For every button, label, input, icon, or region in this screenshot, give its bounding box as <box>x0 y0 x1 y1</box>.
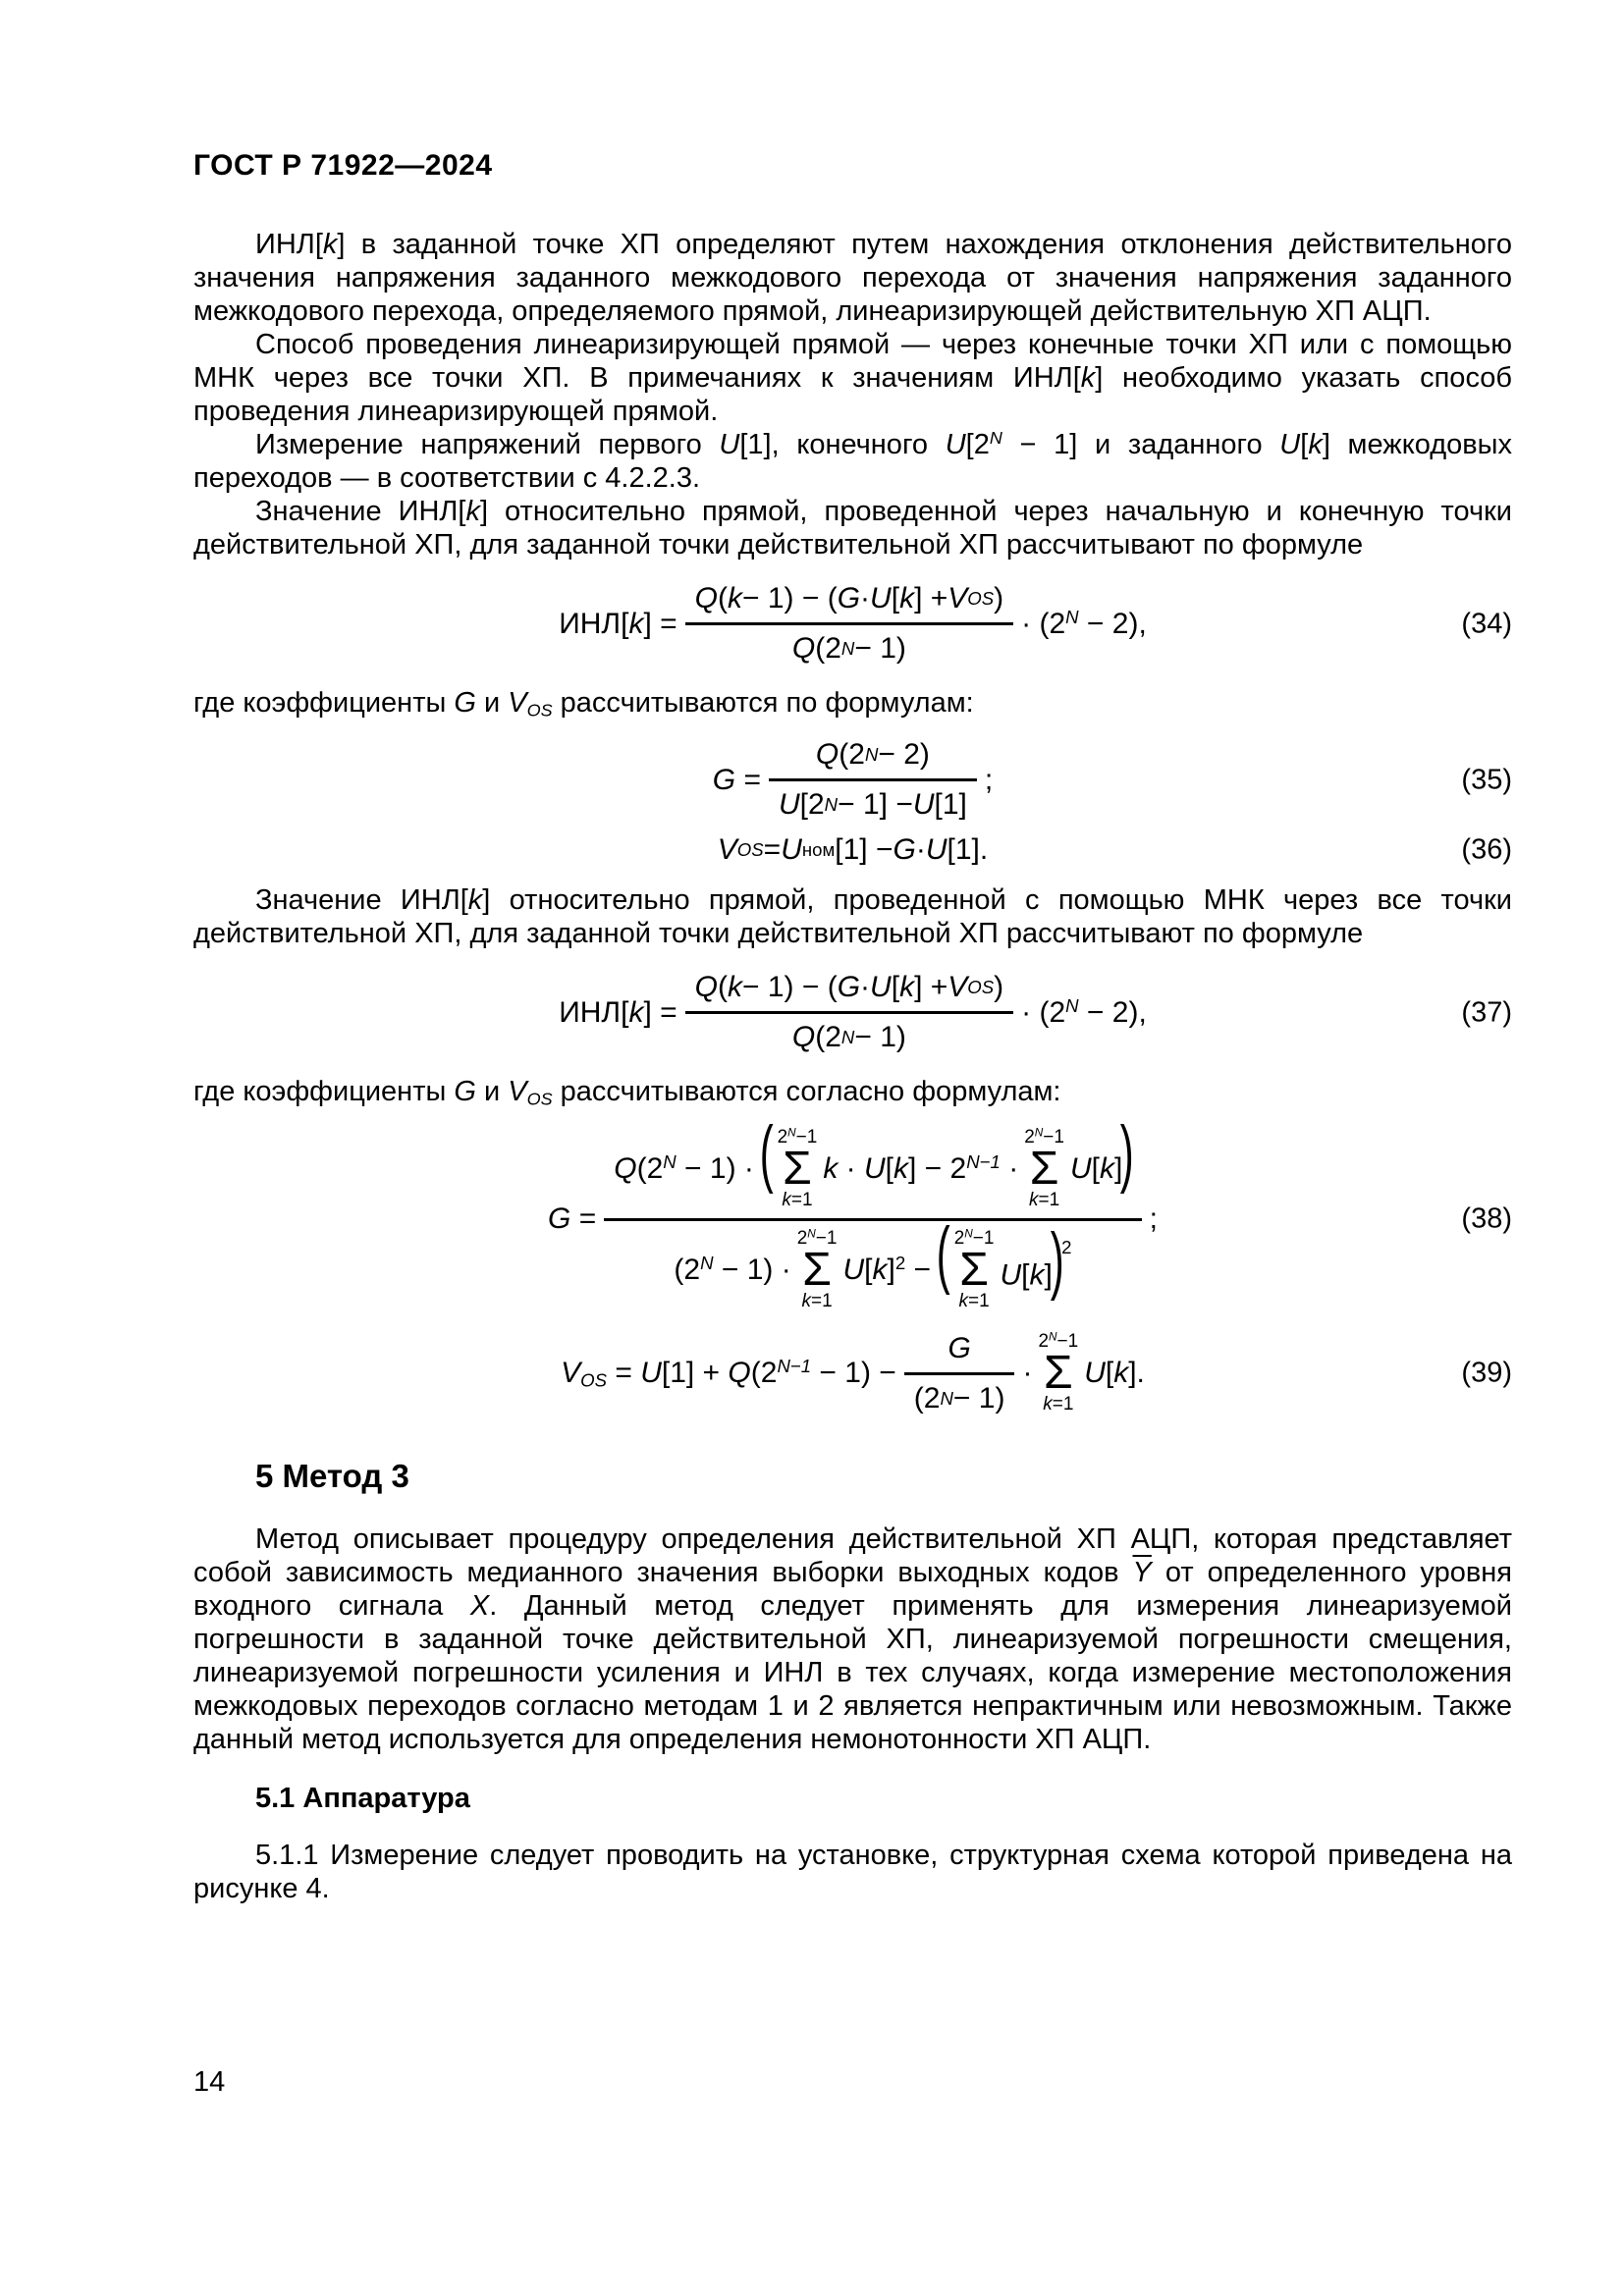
formula-35-number: (35) <box>1461 764 1512 795</box>
sum-lower-limit: k=1 <box>958 1291 990 1311</box>
sigma-icon: Σ <box>1029 1142 1059 1195</box>
fraction <box>685 579 1014 668</box>
formula-35-tail: ; <box>984 763 994 796</box>
fraction <box>769 735 977 825</box>
document-header: ГОСТ Р 71922—2024 <box>193 149 493 182</box>
section-heading-method-3: 5 Метод 3 <box>255 1457 409 1494</box>
denominator: (2 N − 1) <box>904 1372 1015 1418</box>
page-number: 14 <box>193 2066 226 2098</box>
sum-operator <box>797 1228 838 1312</box>
formula-39 <box>193 1329 1512 1418</box>
formula-38-body <box>548 1110 1158 1315</box>
formula-38-tail: ; <box>1149 1202 1158 1236</box>
fraction <box>904 1329 1015 1418</box>
sigma-icon: Σ <box>959 1243 989 1296</box>
numerator-middle: $k \cdot U[k] - 2^{N-1}$ · <box>823 1150 1019 1185</box>
paragraph-inl-definition: ИНЛ[k] в заданной точке ХП определяют путем нахождения отклонения действительного значения напряжения заданного межкодового перехода от значения напряжения заданного межкодового перехода, определяемого прямой, линеаризирующей действительную ХП АЦП. <box>193 229 1512 327</box>
paragraph-voltage-measurement: Измерение напряжений первого U[1], конечного $U[2^N - 1]$ и заданного U[k] межкодовых переходов — в соответствии с 4.2.2.3. <box>193 428 1513 494</box>
formula-39-number: (39) <box>1461 1357 1512 1389</box>
numerator: Q (2 N − 2) <box>815 738 930 771</box>
sum-upper-limit: $2^N-1$ <box>796 1227 838 1249</box>
formula-39-tail: U[k]. <box>1084 1357 1145 1390</box>
formula-38-number: (38) <box>1461 1202 1512 1235</box>
formula-36-body: V OS = U ном [1] − G · U [1]. <box>717 833 989 866</box>
denominator: Q (2 N − 1) <box>685 622 1014 668</box>
numerator-suffix: U[k]) <box>1069 1110 1134 1195</box>
sum-upper-limit: $2^N-1$ <box>1024 1126 1064 1148</box>
formula-37-tail: · $(2^N - 2)$, <box>1021 994 1147 1029</box>
sigma-icon: Σ <box>802 1243 832 1296</box>
paragraph-method-description: Метод описывает процедуру определения действительной ХП АЦП, которая представляет собой зависимость медианного значения выборки выходных кодов $\overline{Y}$ от определенного уровня входного сигнала X. Данный метод следует применять для измерения линеаризуемой погрешности в заданной точке действительной ХП, линеаризуемой погрешности смещения, линеаризуемой погрешности усиления и ИНЛ в тех случаях, когда измерение местоположения межкодовых переходов согласно методам 1 и 2 является непрактичным или невозможным. Также данный метод используется для определения немонотонности ХП АЦП. <box>193 1522 1512 1755</box>
formula-37 <box>193 968 1512 1057</box>
formula-39-lhs: VOS = $U[1] + Q(2^{N-1} - 1)$ − <box>561 1356 896 1391</box>
formula-37-lhs: ИНЛ[k] = <box>559 995 677 1029</box>
formula-34-body <box>559 579 1147 668</box>
page-content <box>193 149 1512 1905</box>
formula-38 <box>193 1110 1512 1315</box>
formula-34 <box>193 579 1512 668</box>
sum-lower-limit: k=1 <box>1043 1394 1074 1415</box>
formula-37-body <box>559 968 1147 1057</box>
numerator-prefix: $Q(2^N - 1)$ · ( <box>614 1110 774 1195</box>
formula-36-number: (36) <box>1461 833 1512 866</box>
paragraph-where-34: где коэффициенты G и VOS рассчитываются по формулам: <box>193 687 974 721</box>
formula-38-lhs: G = <box>548 1202 597 1236</box>
paragraph-5-1-1: 5.1.1 Измерение следует проводить на установке, структурная схема которой приведена на рисунке 4. <box>193 1839 1512 1904</box>
formula-39-body <box>561 1329 1145 1418</box>
sum-upper-limit: $2^N-1$ <box>953 1227 995 1249</box>
subsection-heading-apparatus: 5.1 Аппаратура <box>255 1782 470 1814</box>
sum-operator <box>954 1228 995 1312</box>
numerator <box>604 1110 1141 1218</box>
paragraph-inl-endpoints: Значение ИНЛ[k] относительно прямой, проведенной через начальную и конечную точки действительной ХП, для заданной точки действительной ХП рассчитывают по формуле <box>193 496 1512 561</box>
formula-34-tail: · $(2^N - 2)$, <box>1021 606 1147 640</box>
fraction <box>685 968 1014 1057</box>
denominator: Q (2 N − 1) <box>685 1011 1014 1057</box>
numerator: Q ( k − 1) − ( G · U [ k ] + V OS ) <box>694 582 1004 614</box>
formula-35 <box>193 735 1512 825</box>
sum-operator <box>1038 1331 1078 1415</box>
sum-lower-limit: k=1 <box>1028 1190 1060 1211</box>
sigma-icon: Σ <box>783 1142 812 1195</box>
formula-37-number: (37) <box>1461 996 1512 1028</box>
sigma-icon: Σ <box>1043 1347 1073 1400</box>
paragraph-line-method: Способ проведения линеаризирующей прямой — через конечные точки ХП или с помощью МНК через все точки ХП. В примечаниях к значениям ИНЛ[k] необходимо указать способ проведения линеаризирующей прямой. <box>193 329 1513 427</box>
denominator: U [2 N − 1] − U [1] <box>769 778 977 825</box>
denominator-prefix: $(2^N - 1)$ · <box>674 1252 791 1286</box>
formula-34-lhs: ИНЛ[k] = <box>559 607 677 640</box>
fraction <box>604 1110 1141 1315</box>
paragraph-inl-lsq: Значение ИНЛ[k] относительно прямой, проведенной с помощью МНК через все точки действительной ХП, для заданной точки действительной ХП рассчитывают по формуле <box>193 884 1512 949</box>
numerator: Q ( k − 1) − ( G · U [ k ] + V OS ) <box>694 971 1004 1003</box>
denominator-middle: $U[k]^2$ − ( <box>842 1211 950 1296</box>
sum-operator <box>1024 1127 1064 1211</box>
paragraph-where-37: где коэффициенты G и VOS рассчитываются согласно формулам: <box>193 1076 1061 1109</box>
denominator <box>604 1211 1141 1315</box>
sum-upper-limit: $2^N-1$ <box>777 1126 818 1148</box>
formula-39-dot: · <box>1022 1357 1033 1390</box>
formula-35-lhs: G = <box>712 763 761 796</box>
numerator: G <box>947 1331 971 1364</box>
sum-lower-limit: k=1 <box>801 1291 833 1311</box>
sum-operator <box>778 1127 818 1211</box>
sum-lower-limit: k=1 <box>782 1190 813 1211</box>
formula-36 <box>193 828 1512 872</box>
denominator-suffix: U[k])$^2$ <box>1000 1217 1072 1302</box>
formula-35-body <box>713 735 993 825</box>
formula-34-number: (34) <box>1461 608 1512 639</box>
sum-upper-limit: $2^N-1$ <box>1038 1330 1079 1353</box>
